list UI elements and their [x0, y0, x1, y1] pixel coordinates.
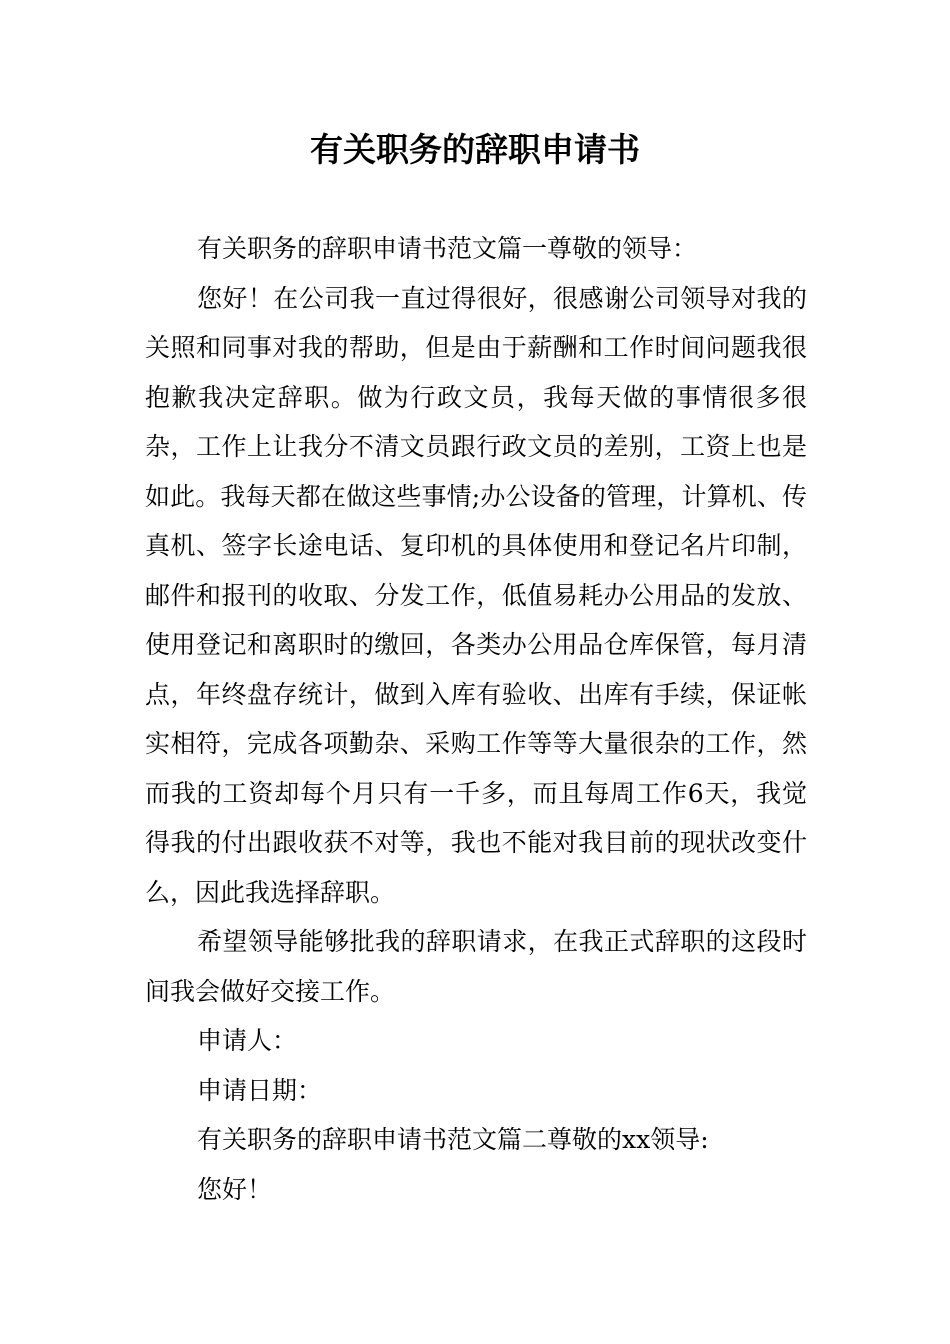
- paragraph-salutation-1: 有关职务的辞职申请书范文篇一尊敬的领导：: [197, 234, 698, 263]
- paragraph-greeting: 您好！: [197, 1174, 273, 1204]
- paragraph-application-date: 申请日期：: [197, 1075, 323, 1105]
- document-body: [145, 224, 807, 1214]
- paragraph-salutation-2: 有关职务的辞职申请书范文篇二尊敬的xx领导:: [197, 1125, 709, 1154]
- paragraph-main-body: 您好！在公司我一直过得很好，很感谢公司领导对我的关照和同事对我的帮助，但是由于薪酬和工作时间问题我很抱歉我决定辞职。做为行政文员，我每天做的事情很多很杂，工作上让我分不清文员跟行政文员的差别，工资上也是如此。我每天都在做这些事情;办公设备的管理，计算机、传真机、签字长途电话、复印机的具体使用和登记名片印制，邮件和报刊的收取、分发工作，低值易耗办公用品的发放、使用登记和离职时的缴回，各类办公用品仓库保管，每月清点，年终盘存统计，做到入库有验收、出库有手续，保证帐实相符，完成各项勤杂、采购工作等等大量很杂的工作，然而我的工资却每个月只有一千多，而且每周工作6天，我觉得我的付出跟收获不对等，我也不能对我目前的现状改变什么，因此我选择辞职。: [145, 283, 807, 907]
- paragraph-closing-request: 希望领导能够批我的辞职请求，在我正式辞职的这段时间我会做好交接工作。: [145, 927, 807, 1006]
- paragraph-applicant: 申请人：: [197, 1026, 298, 1055]
- document-title: 有关职务的辞职申请书: [310, 130, 640, 169]
